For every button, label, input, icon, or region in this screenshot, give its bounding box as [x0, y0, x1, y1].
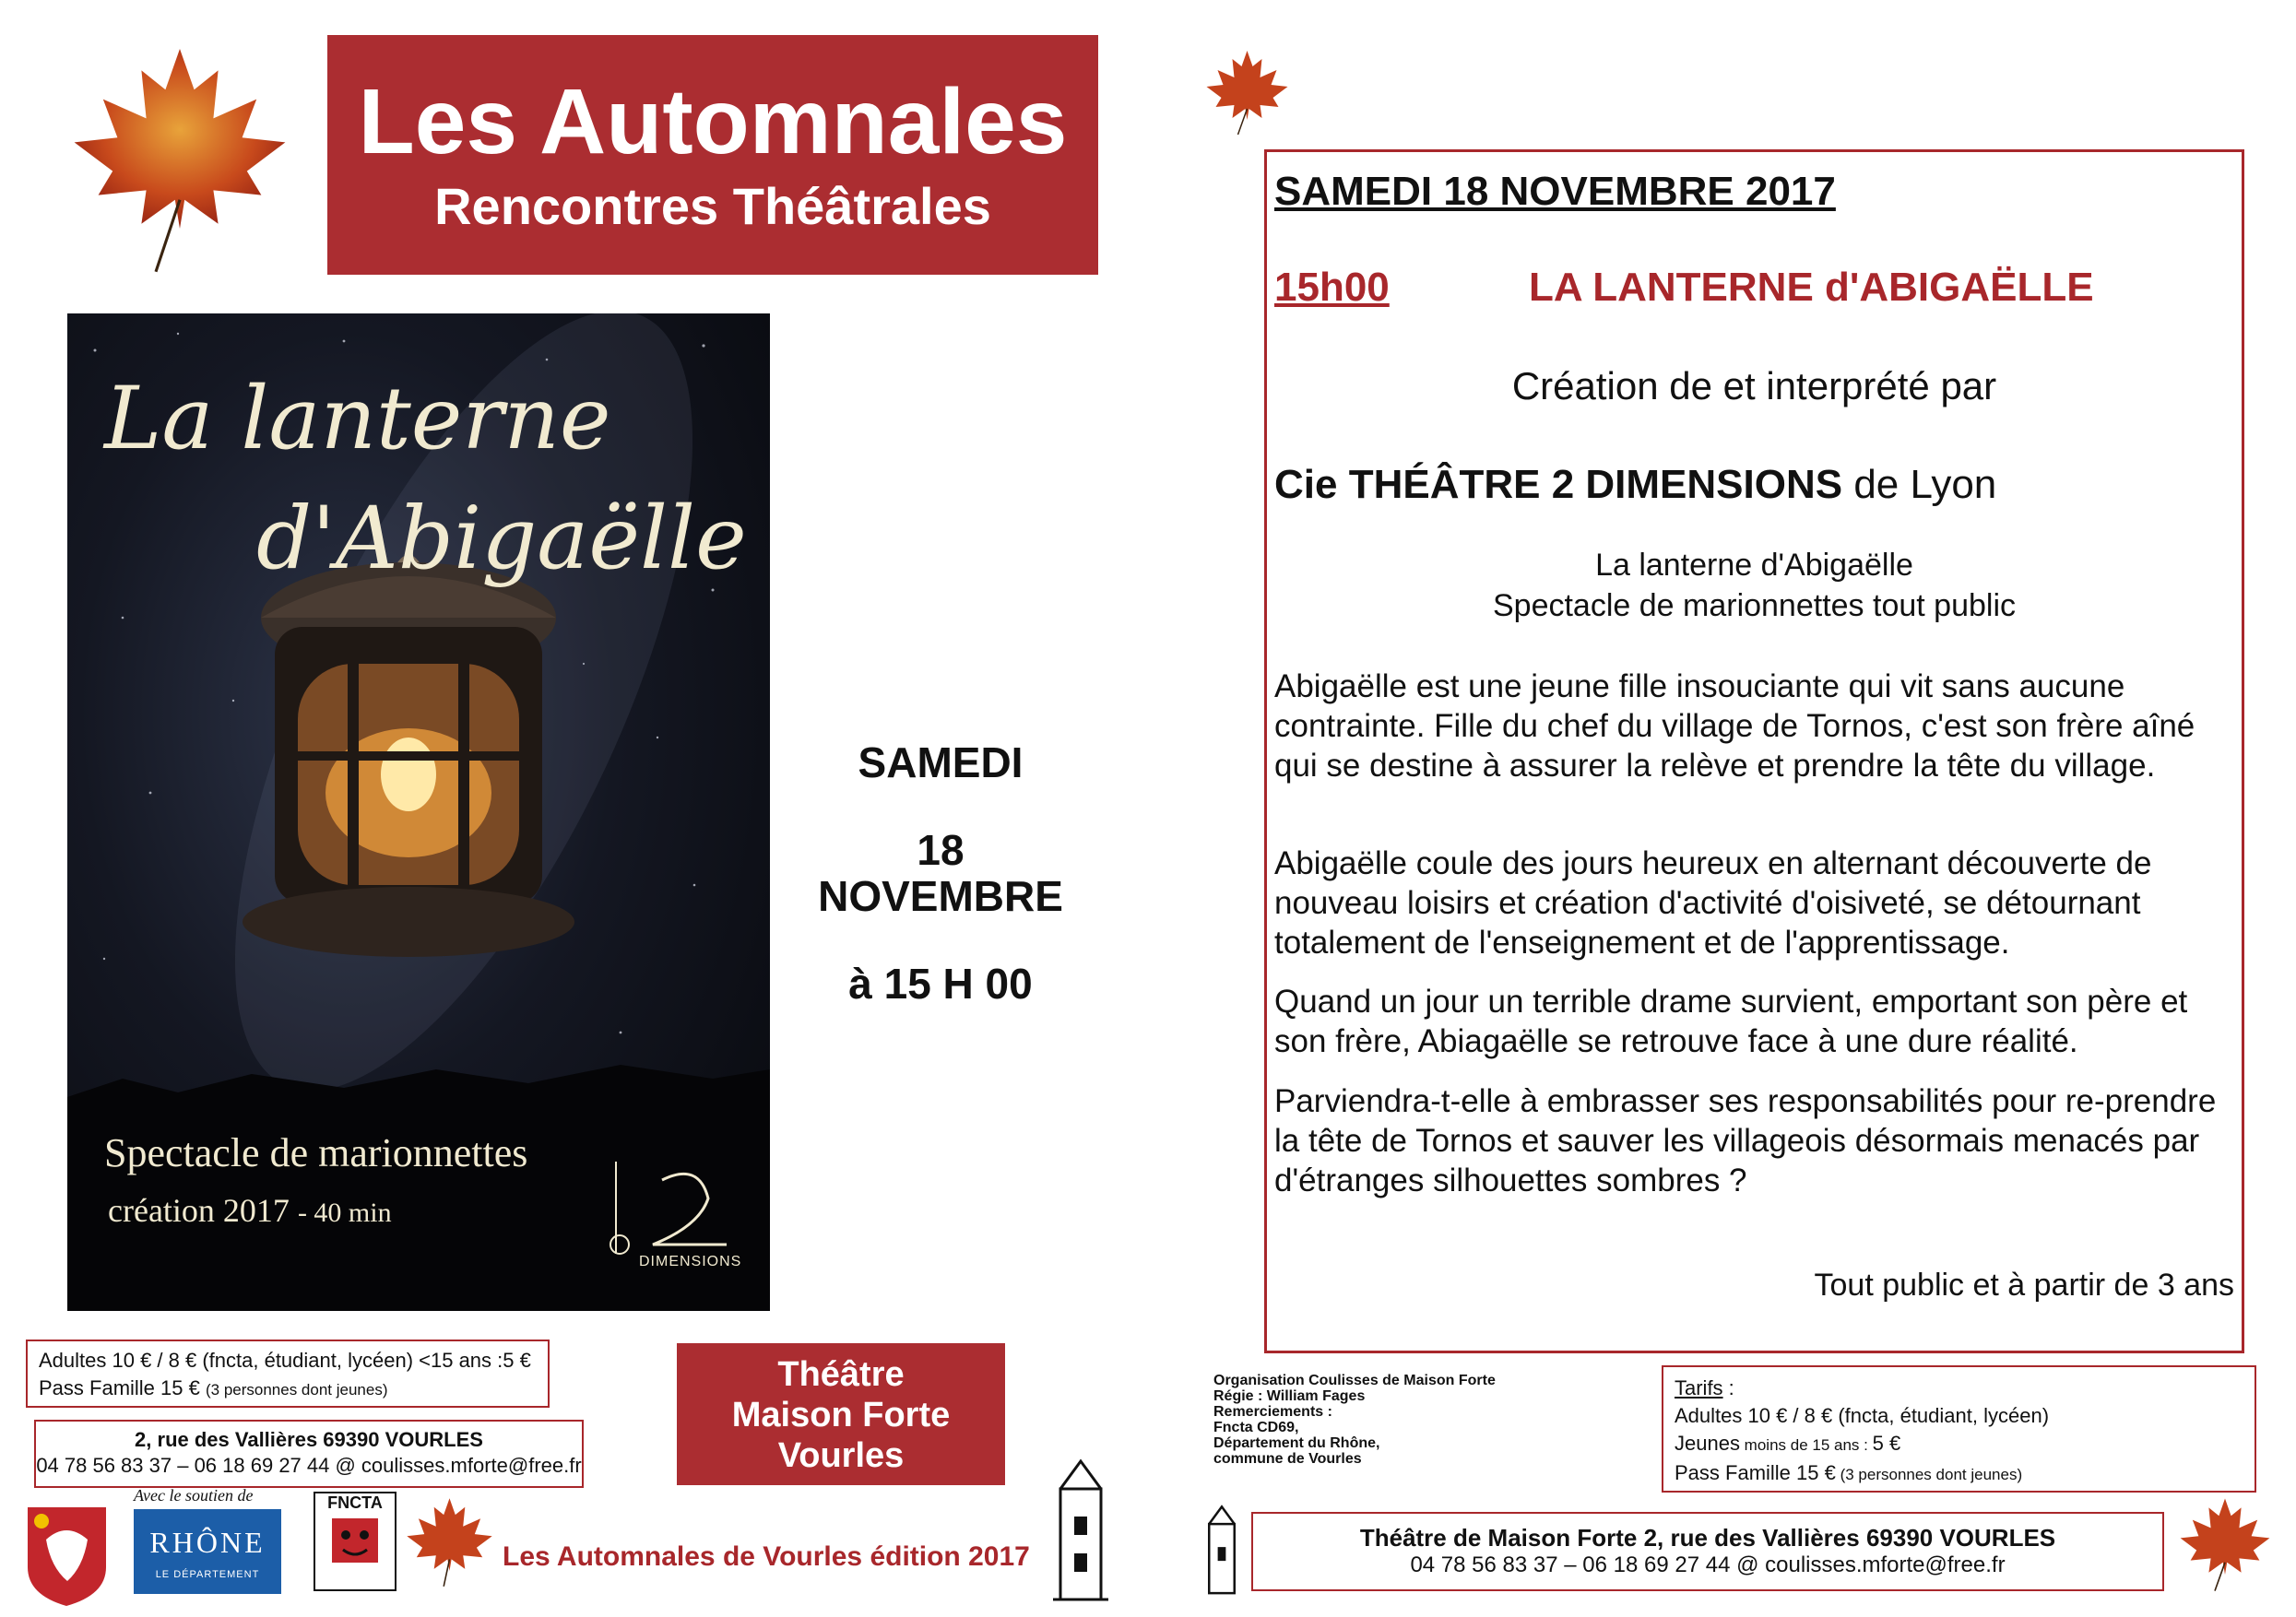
show-poster	[67, 313, 770, 1311]
poster-company-mark: DIMENSIONS	[639, 1254, 742, 1269]
lantern-icon	[243, 558, 574, 957]
poster-subtitle: Spectacle de marionnettes	[104, 1130, 528, 1175]
theatre-2-dimensions-logo	[607, 1152, 745, 1263]
poster-duration: - 40 min	[297, 1198, 392, 1228]
tarif-box-right	[1662, 1365, 2256, 1493]
company-city: de Lyon	[1842, 462, 1997, 507]
company-line	[1274, 462, 1996, 508]
org-line: Remerciements :	[1213, 1404, 1332, 1420]
show-title: LA LANTERNE d'ABIGAËLLE	[1529, 265, 2094, 310]
venue-line1: Théâtre	[777, 1355, 905, 1394]
show-time: 15h00	[1274, 265, 1390, 310]
date-time: à 15 H 00	[848, 960, 1033, 1008]
venue-line2: Maison Forte	[731, 1396, 951, 1434]
poster-title-line1: La lanterne	[104, 369, 611, 469]
address-line: 2, rue des Vallières 69390 VOURLES	[135, 1428, 483, 1451]
tarif-jeunes-price: 5 €	[1872, 1432, 1901, 1455]
rhone-logo	[134, 1486, 281, 1595]
tarif-jeunes-label: Jeunes	[1675, 1432, 1740, 1455]
rhone-name: RHÔNE	[149, 1526, 266, 1559]
tarif-family-note: (3 personnes dont jeunes)	[205, 1381, 388, 1399]
contact-line: 04 78 56 83 37 – 06 18 69 27 44 @ coulisses.mforte@free.fr	[36, 1454, 582, 1477]
show-sub1: La lanterne d'Abigaëlle	[1595, 548, 1913, 583]
tarif-line-adults: Adultes 10 € / 8 € (fncta, étudiant, lycéen) <15 ans :5 €	[39, 1349, 531, 1372]
shield-logo	[23, 1503, 111, 1609]
company-name: Cie THÉÂTRE 2 DIMENSIONS	[1274, 462, 1843, 507]
tarif-box-left	[26, 1340, 550, 1408]
poster-creation-year: création 2017	[108, 1192, 290, 1229]
event-title: Les Automnales	[358, 70, 1068, 173]
date-month: NOVEMBRE	[818, 872, 1063, 920]
tarif-famille-note: (3 personnes dont jeunes)	[1835, 1466, 2023, 1483]
synopsis-paragraph: Abigaëlle coule des jours heureux en alternant découverte de nouveau loisirs et création d'activité d'oisiveté, se détournant totalement de l'enseignement et de l'apprentissage.	[1274, 845, 2152, 961]
tower-logo-small	[1199, 1489, 1245, 1599]
event-subtitle: Rencontres Théâtrales	[434, 177, 991, 235]
fncta-logo	[314, 1492, 396, 1591]
tarifs-label: Tarifs	[1675, 1376, 1723, 1399]
org-line: Fncta CD69,	[1213, 1420, 1299, 1435]
poster-creation	[108, 1191, 392, 1230]
synopsis-paragraph: Parviendra-t-elle à embrasser ses responsabilités pour re-prendre la tête de Tornos et sauver les villageois désormais menacés par d'étranges silhouettes sombres ?	[1274, 1083, 2217, 1198]
address-box-left	[34, 1420, 584, 1488]
fncta-label: FNCTA	[327, 1493, 383, 1512]
tarif-famille	[1675, 1459, 2243, 1489]
audience-note: Tout public et à partir de 3 ans	[1814, 1268, 2234, 1303]
date-day: SAMEDI	[858, 738, 1024, 786]
program-panel	[1264, 149, 2244, 1353]
org-line: Régie : William Fages	[1213, 1388, 1366, 1404]
tarif-jeunes-note: moins de 15 ans :	[1739, 1436, 1873, 1454]
program-heading: SAMEDI 18 NOVEMBRE 2017	[1274, 169, 1836, 214]
synopsis-paragraph: Abigaëlle est une jeune fille insouciante qui vit sans aucune contrainte. Fille du chef du village de Tornos, c'est son frère aîné qui se destine à assurer la relève et prendre la tête du village.	[1274, 668, 2195, 784]
tarif-jeunes	[1675, 1430, 2243, 1459]
org-line: commune de Vourles	[1213, 1451, 1362, 1467]
theatre-masks-icon	[315, 1513, 395, 1568]
maple-leaf-top-right-icon	[1199, 46, 1296, 138]
maple-leaf-icon	[55, 37, 304, 277]
maple-leaf-bottom-right-icon	[2174, 1493, 2276, 1595]
tarif-line-family	[39, 1375, 537, 1404]
rhone-department: LE DÉPARTEMENT	[155, 1569, 260, 1580]
edition-label: Les Automnales de Vourles édition 2017	[503, 1541, 1030, 1572]
tarif-famille-label: Pass Famille 15 €	[1675, 1461, 1836, 1484]
show-sub2: Spectacle de marionnettes tout public	[1492, 588, 2016, 623]
creation-line: Création de et interprété par	[1511, 364, 1997, 407]
org-line: Organisation Coulisses de Maison Forte	[1213, 1373, 1496, 1388]
org-line: Département du Rhône,	[1213, 1435, 1380, 1451]
rhone-support-label: Avec le soutien de	[134, 1486, 254, 1505]
date-number: 18	[917, 826, 965, 874]
venue-address: Théâtre de Maison Forte 2, rue des Vallières 69390 VOURLES	[1359, 1524, 2056, 1552]
venue-contact: 04 78 56 83 37 – 06 18 69 27 44 @ coulisses.mforte@free.fr	[1410, 1552, 2006, 1577]
synopsis-paragraph: Quand un jour un terrible drame survient, emportant son père et son frère, Abiagaëlle se retrouve face à une dure réalité.	[1274, 984, 2188, 1059]
tarifs-heading	[1675, 1375, 2243, 1402]
title-banner	[327, 35, 1098, 275]
tarif-family-main: Pass Famille 15 €	[39, 1376, 200, 1399]
tower-logo	[1044, 1434, 1118, 1609]
show-subtitles	[1267, 545, 2242, 626]
venue-badge	[677, 1343, 1005, 1485]
organisation-credits	[1213, 1373, 1496, 1467]
venue-line3: Vourles	[777, 1436, 905, 1475]
address-box-right	[1251, 1512, 2164, 1591]
tarif-adults: Adultes 10 € / 8 € (fncta, étudiant, lycéen)	[1675, 1404, 2050, 1427]
tarifs-colon: :	[1722, 1376, 1734, 1399]
poster-title-line2: d'Abigaëlle	[256, 489, 747, 589]
maple-leaf-small-icon	[401, 1493, 498, 1590]
